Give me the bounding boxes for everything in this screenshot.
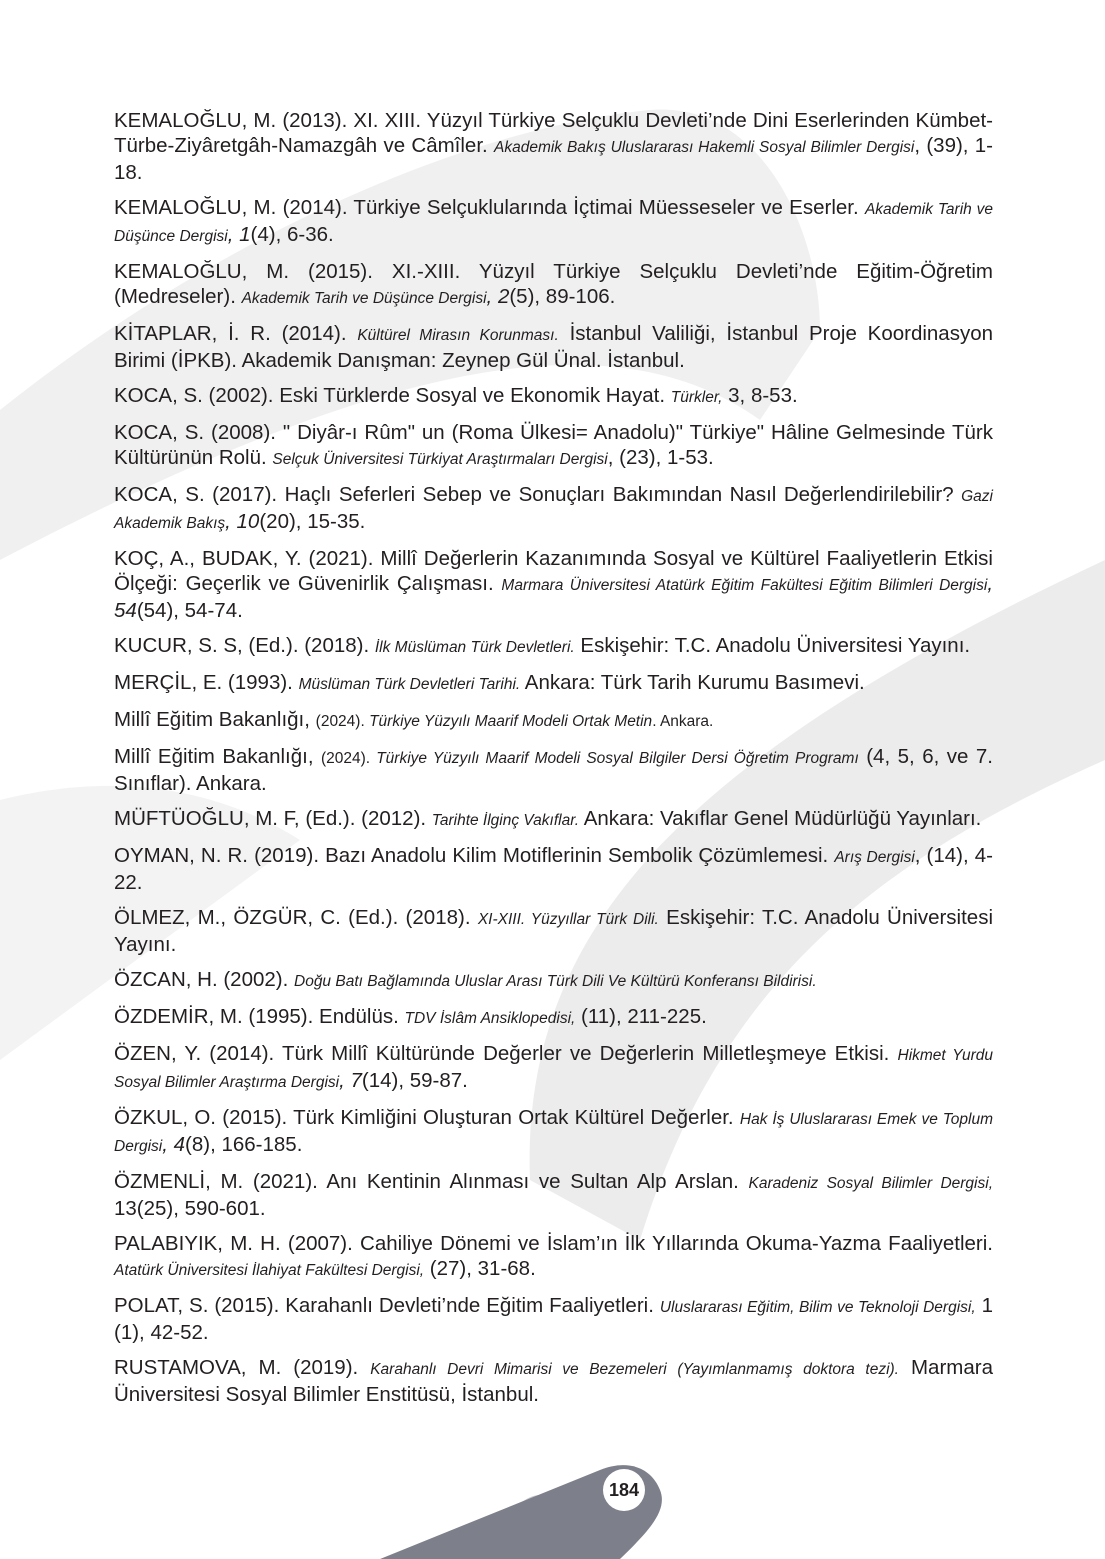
- reference-entry: ÖZCAN, H. (2002). Doğu Batı Bağlamında Uluslar Arası Türk Dili Ve Kültürü Konferansı Bildirisi.: [114, 968, 817, 991]
- reference-entry: MÜFTÜOĞLU, M. F, (Ed.). (2012). Tarihte İlginç Vakıflar. Ankara: Vakıflar Genel Müdürlüğü Yayınları.: [114, 807, 982, 830]
- reference-entry: KOCA, S. (2008). " Diyâr-ı Rûm" un (Roma Ülkesi= Anadolu)" Türkiye" Hâline Gelmesinde Türk Kültürünün Rolü. Selçuk Üniversitesi Türkiyat Araştırmaları Dergisi, (23), 1-53.: [114, 421, 993, 469]
- page-number: 184: [603, 1469, 645, 1511]
- reference-entry: KOCA, S. (2002). Eski Türklerde Sosyal ve Ekonomik Hayat. Türkler, 3, 8-53.: [114, 384, 798, 407]
- reference-entry: PALABIYIK, M. H. (2007). Cahiliye Dönemi ve İslam’ın İlk Yıllarında Okuma-Yazma Faaliyetleri. Atatürk Üniversitesi İlahiyat Fakültesi Dergisi, (27), 31-68.: [114, 1232, 993, 1280]
- reference-entry: KEMALOĞLU, M. (2014). Türkiye Selçuklularında İçtimai Müesseseler ve Eserler. Akademik Tarih ve Düşünce Dergisi, 1(4), 6-36.: [114, 196, 993, 246]
- reference-entry: KOÇ, A., BUDAK, Y. (2021). Millî Değerlerin Kazanımında Sosyal ve Kültürel Faaliyetlerin Etkisi Ölçeği: Geçerlik ve Güvenirlik Çalışması. Marmara Üniversitesi Atatürk Eğitim Fakültesi Eğitim Bilimleri Dergisi, 54(54), 54-74.: [114, 547, 994, 622]
- reference-entry: Millî Eğitim Bakanlığı, (2024). Türkiye Yüzyılı Maarif Modeli Ortak Metin. Ankara.: [114, 708, 714, 731]
- reference-entry: ÖZMENLİ, M. (2021). Anı Kentinin Alınması ve Sultan Alp Arslan. Karadeniz Sosyal Bilimler Dergisi, 13(25), 590-601.: [114, 1170, 993, 1220]
- reference-entry: KEMALOĞLU, M. (2013). XI. XIII. Yüzyıl Türkiye Selçuklu Devleti’nde Dini Eserlerinden Kümbet-Türbe-Ziyâretgâh-Namazgâh ve Câmîler. Akademik Bakış Uluslararası Hakemli Sosyal Bilimler Dergisi, (39), 1-18.: [114, 109, 993, 184]
- reference-entry: OYMAN, N. R. (2019). Bazı Anadolu Kilim Motiflerinin Sembolik Çözümlemesi. Arış Dergisi, (14), 4-22.: [114, 844, 993, 894]
- reference-entry: RUSTAMOVA, M. (2019). Karahanlı Devri Mimarisi ve Bezemeleri (Yayımlanmamış doktora tezi). Marmara Üniversitesi Sosyal Bilimler Enstitüsü, İstanbul.: [114, 1356, 993, 1406]
- reference-entry: KEMALOĞLU, M. (2015). XI.-XIII. Yüzyıl Türkiye Selçuklu Devleti’nde Eğitim-Öğretim (Medreseler). Akademik Tarih ve Düşünce Dergisi, 2(5), 89-106.: [114, 260, 993, 308]
- reference-entry: MERÇİL, E. (1993). Müslüman Türk Devletleri Tarihi. Ankara: Türk Tarih Kurumu Basımevi.: [114, 671, 865, 694]
- reference-entry: KİTAPLAR, İ. R. (2014). Kültürel Mirasın Korunması. İstanbul Valiliği, İstanbul Proje Koordinasyon Birimi (İPKB). Akademik Danışman: Zeynep Gül Ünal. İstanbul.: [114, 322, 994, 372]
- reference-entry: ÖZEN, Y. (2014). Türk Millî Kültüründe Değerler ve Değerlerin Milletleşmeye Etkisi. Hikmet Yurdu Sosyal Bilimler Araştırma Dergisi, 7(14), 59-87.: [114, 1042, 993, 1092]
- reference-entry: ÖLMEZ, M., ÖZGÜR, C. (Ed.). (2018). XI-XIII. Yüzyıllar Türk Dili. Eskişehir: T.C. Anadolu Üniversitesi Yayını.: [114, 906, 994, 956]
- reference-entry: KUCUR, S. S, (Ed.). (2018). İlk Müslüman Türk Devletleri. Eskişehir: T.C. Anadolu Üniversitesi Yayını.: [114, 634, 971, 657]
- reference-entry: POLAT, S. (2015). Karahanlı Devleti’nde Eğitim Faaliyetleri. Uluslararası Eğitim, Bilim ve Teknoloji Dergisi, 1 (1), 42-52.: [114, 1294, 993, 1344]
- reference-entry: ÖZDEMİR, M. (1995). Endülüs. TDV İslâm Ansiklopedisi, (11), 211-225.: [114, 1005, 707, 1028]
- reference-entry: ÖZKUL, O. (2015). Türk Kimliğini Oluşturan Ortak Kültürel Değerler. Hak İş Uluslararası Emek ve Toplum Dergisi, 4(8), 166-185.: [114, 1106, 993, 1156]
- reference-list: [114, 108, 993, 1417]
- reference-entry: KOCA, S. (2017). Haçlı Seferleri Sebep ve Sonuçları Bakımından Nasıl Değerlendirilebilir? Gazi Akademik Bakış, 10(20), 15-35.: [114, 483, 993, 533]
- reference-entry: Millî Eğitim Bakanlığı, (2024). Türkiye Yüzyılı Maarif Modeli Sosyal Bilgiler Dersi Öğretim Programı (4, 5, 6, ve 7. Sınıflar). Ankara.: [114, 745, 993, 795]
